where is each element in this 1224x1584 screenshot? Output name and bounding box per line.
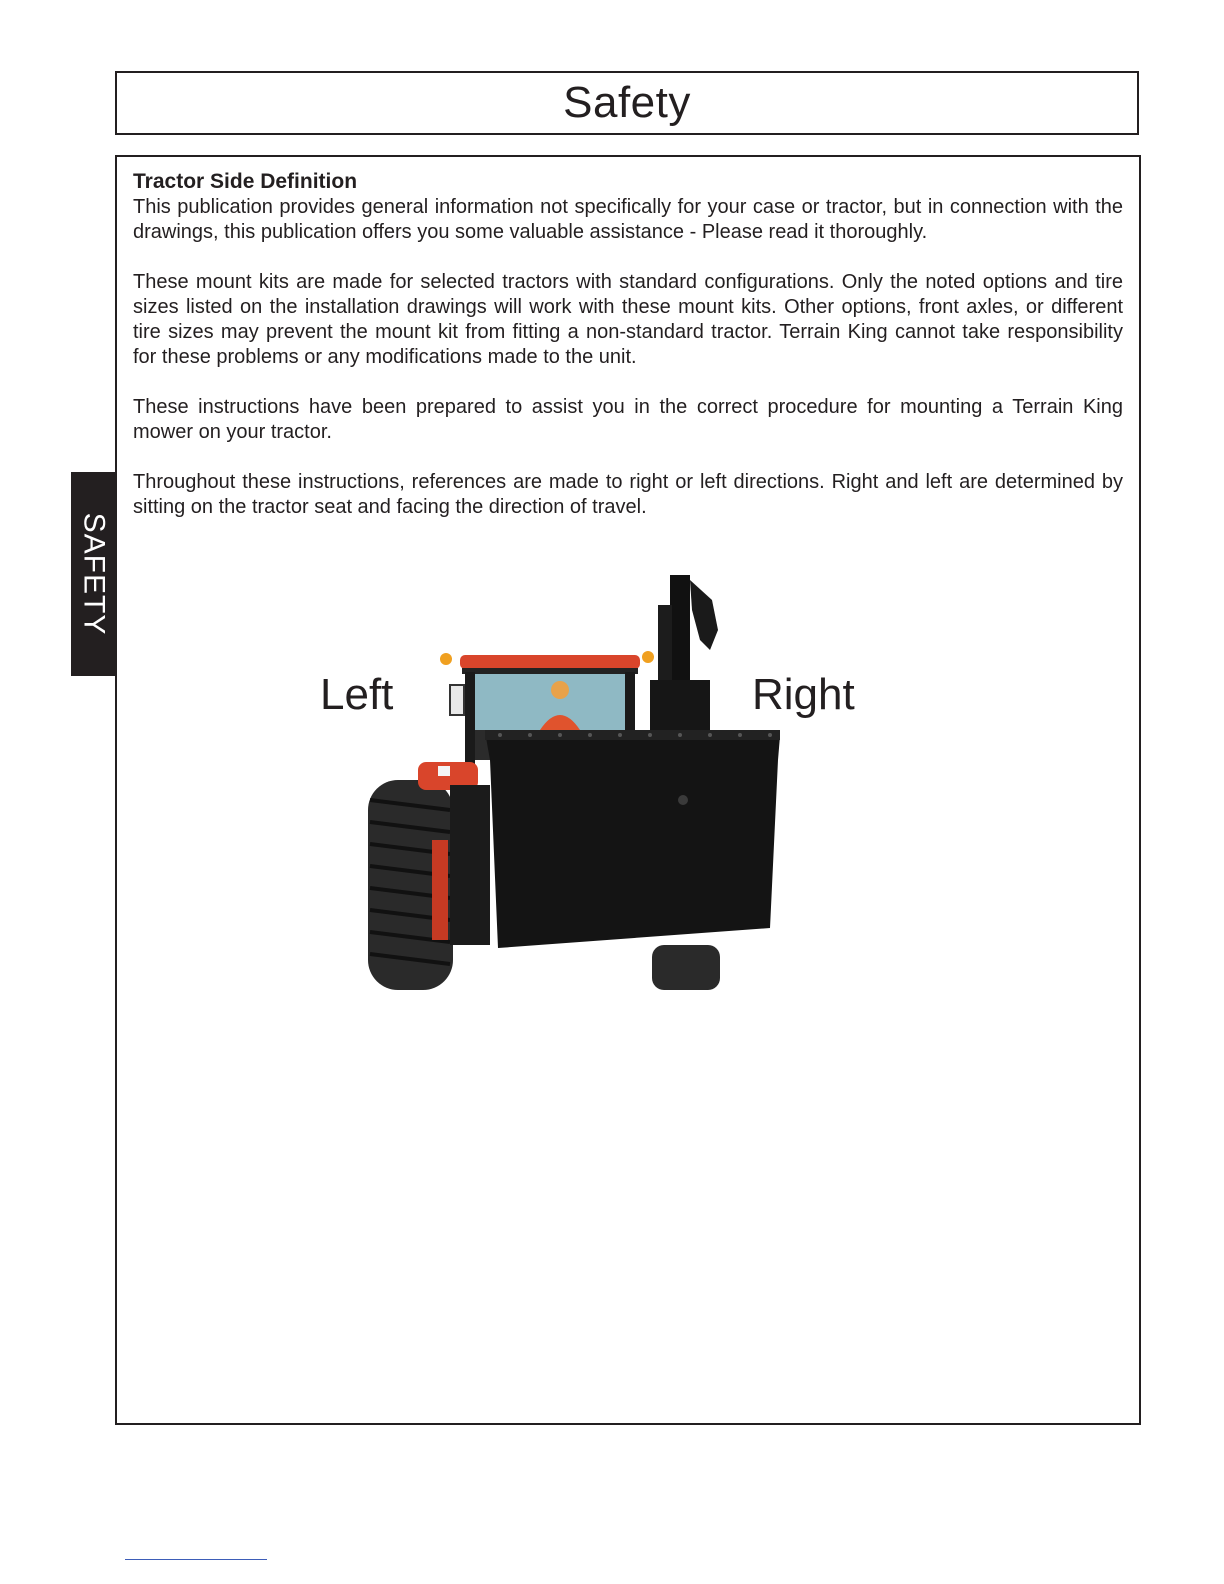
paragraph-mount-kits: These mount kits are made for selected tractors with standard configurations. Only the noted options and tire sizes listed on the installation drawings will work with these mount kits. Other options, front axles, or different tire sizes may prevent the mount kit from fitting a non-standard tractor. Terrain King cannot take responsibility for these problems or any modifications made to the unit. [133,271,1123,368]
page-title: Safety [563,78,691,127]
tractor-rear-illustration [300,560,900,1010]
footer-rule [125,1559,267,1560]
paragraph-instructions: These instructions have been prepared to assist you in the correct procedure for mounting a Terrain King mower on your tractor. [133,396,1123,443]
page-title-box [115,71,1139,135]
right-rear-tire [652,945,720,990]
side-section-tab [71,472,115,676]
paragraph-directions: Throughout these instructions, references are made to right or left directions. Right and left are determined by sitting on the tractor seat and facing the direction of travel. [133,471,1123,518]
boom-arm [650,575,718,735]
tractor-figure [300,560,900,1010]
left-label: Left [320,670,394,719]
paragraph-intro: This publication provides general information not specifically for your case or tractor, but in connection with the drawings, this publication offers you some valuable assistance - Please read it thoroughly. [133,196,1123,243]
mower-deck [485,730,780,948]
right-label: Right [752,670,855,719]
side-tab-label: SAFETY [77,512,111,636]
left-rear-tire [368,780,453,990]
section-heading: Tractor Side Definition [133,170,358,193]
